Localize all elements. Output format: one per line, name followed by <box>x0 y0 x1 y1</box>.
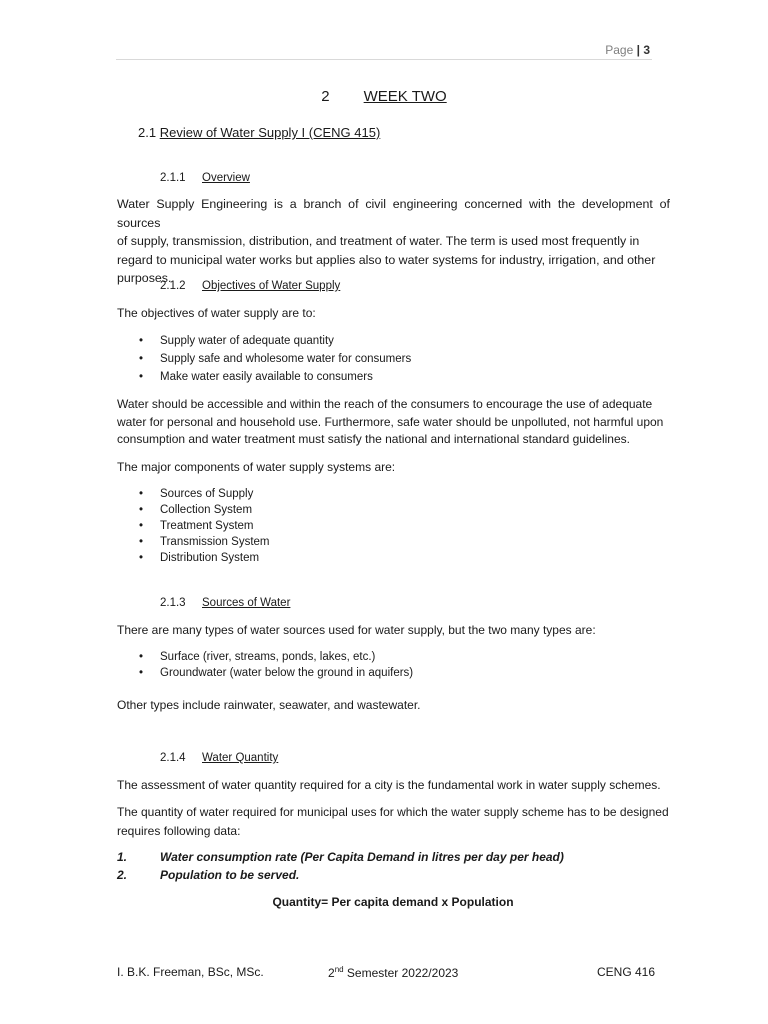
footer-author: I. B.K. Freeman, BSc, MSc. <box>117 965 264 979</box>
sources-other: Other types include rainwater, seawater, and wastewater. <box>117 698 421 712</box>
quantity-paragraph-1: The assessment of water quantity required for a city is the fundamental work in water supply schemes. <box>117 778 661 792</box>
paragraph-line: The quantity of water required for municipal uses for which the water supply scheme has to be designed <box>117 805 669 819</box>
subsection-number: 2.1.1 <box>160 172 186 184</box>
list-item: • Surface (river, streams, ponds, lakes, etc.) <box>160 649 413 665</box>
footer-course: CENG 416 <box>597 965 656 979</box>
semester-text: Semester 2022/2023 <box>343 966 459 980</box>
subsection-heading-sources <box>160 597 290 609</box>
page-separator: | <box>636 43 640 57</box>
section-heading <box>138 125 380 140</box>
objectives-intro: The objectives of water supply are to: <box>117 306 316 320</box>
overview-paragraph <box>117 195 670 288</box>
list-item: • Make water easily available to consumers <box>160 368 411 386</box>
subsection-number: 2.1.4 <box>160 752 186 764</box>
semester-number: 2 <box>328 966 335 980</box>
quantity-paragraph-2 <box>117 803 670 840</box>
subsection-title: Objectives of Water Supply <box>202 280 341 292</box>
objectives-list <box>160 332 411 386</box>
paragraph-line: requires following data: <box>117 823 241 838</box>
subsection-heading-objectives <box>160 280 340 292</box>
list-item: • Distribution System <box>160 550 270 566</box>
list-item: • Supply water of adequate quantity <box>160 332 411 350</box>
list-item: • Transmission System <box>160 534 270 550</box>
page-number-header <box>540 43 650 57</box>
page-number: 3 <box>643 43 650 57</box>
paragraph-line: purposes. <box>117 271 172 285</box>
section-number: 2.1 <box>138 125 157 140</box>
list-item: • Collection System <box>160 502 270 518</box>
paragraph-line: Water should be accessible and within the reach of the consumers to encourage the use of adequate <box>117 397 653 411</box>
paragraph-line: water for personal and household use. Furthermore, safe water should be unpolluted, not harmful upon <box>117 414 664 429</box>
quantity-formula: Quantity= Per capita demand x Population <box>272 895 514 909</box>
sources-list <box>160 649 413 681</box>
components-list <box>160 486 270 566</box>
section-title: Review of Water Supply I (CENG 415) <box>159 125 381 140</box>
list-item: • Treatment System <box>160 518 270 534</box>
components-intro: The major components of water supply systems are: <box>117 460 396 474</box>
paragraph-line: regard to municipal water works but applies also to water systems for industry, irrigation, and other <box>117 252 656 267</box>
data-requirements-list <box>117 848 564 884</box>
objectives-paragraph <box>117 396 670 449</box>
list-text: Water consumption rate (Per Capita Demand in litres per day per head) <box>160 850 564 864</box>
subsection-title: Overview <box>202 172 250 184</box>
chapter-heading <box>0 88 768 105</box>
header-divider <box>116 59 652 60</box>
list-item: • Supply safe and wholesome water for consumers <box>160 350 411 368</box>
sources-intro: There are many types of water sources used for water supply, but the two many types are: <box>117 623 596 637</box>
list-item <box>117 866 564 884</box>
footer-semester <box>328 965 458 980</box>
subsection-title: Water Quantity <box>202 752 279 764</box>
list-item: • Sources of Supply <box>160 486 270 502</box>
list-text: Population to be served. <box>160 868 300 882</box>
chapter-title: WEEK TWO <box>363 88 447 105</box>
list-item <box>117 848 564 866</box>
subsection-title: Sources of Water <box>202 597 291 609</box>
subsection-heading-overview <box>160 172 250 184</box>
list-number: 2. <box>117 868 128 882</box>
subsection-number: 2.1.2 <box>160 280 186 292</box>
page-label: Page <box>605 43 634 57</box>
list-item: • Groundwater (water below the ground in aquifers) <box>160 665 413 681</box>
list-number: 1. <box>117 850 128 864</box>
paragraph-line: Water Supply Engineering is a branch of civil engineering concerned with the development of sources <box>117 197 670 230</box>
chapter-number: 2 <box>321 88 330 105</box>
subsection-number: 2.1.3 <box>160 597 186 609</box>
paragraph-line: consumption and water treatment must satisfy the national and international standard guidelines. <box>117 432 630 446</box>
paragraph-line: of supply, transmission, distribution, and treatment of water. The term is used most frequently in <box>117 234 640 248</box>
subsection-heading-quantity <box>160 752 278 764</box>
semester-ordinal: nd <box>334 965 344 974</box>
